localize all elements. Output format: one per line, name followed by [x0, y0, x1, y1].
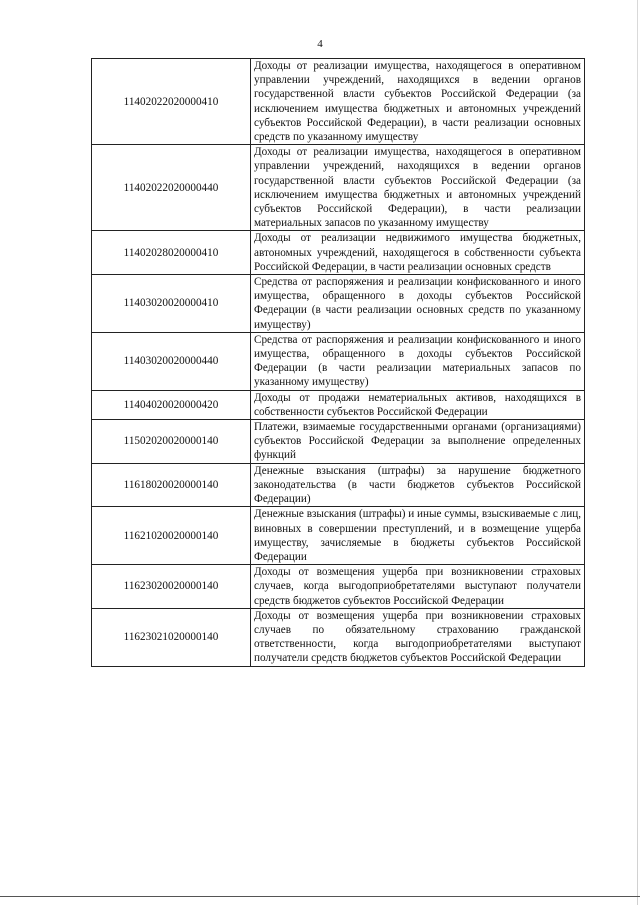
table-row: [92, 420, 585, 464]
description-cell: Денежные взыскания (штрафы) и иные суммы, взыскиваемые с лиц, виновных в совершении преступлений, и в возмещение ущерба имуществу, зачисляемые в бюджеты субъектов Российской Федерации: [251, 507, 585, 565]
description-cell: Доходы от реализации имущества, находящегося в оперативном управлении учреждений, находящихся в ведении органов государственной власти субъектов Российской Федерации (за исключением имущества бюджетных и автономных учреждений субъектов Российской Федерации), в части реализации основных средств по указанному имуществу: [251, 59, 585, 145]
budget-codes-table: [91, 58, 585, 667]
description-cell: Доходы от продажи нематериальных активов, находящихся в собственности субъектов Российской Федерации: [251, 390, 585, 419]
table-row: [92, 608, 585, 666]
code-cell: 11402022020000410: [92, 59, 251, 145]
table-row: [92, 275, 585, 333]
scan-bottom-edge: [0, 896, 640, 897]
scan-edge-line: [637, 0, 638, 905]
code-cell: 11402028020000410: [92, 231, 251, 275]
table-row: [92, 463, 585, 507]
description-cell: Средства от распоряжения и реализации конфискованного и иного имущества, обращенного в доходы субъектов Российской Федерации (в части реализации материальных запасов по указанному имуществу): [251, 332, 585, 390]
table-row: [92, 507, 585, 565]
table-row: [92, 332, 585, 390]
code-cell: 11402022020000440: [92, 145, 251, 231]
code-cell: 11403020020000410: [92, 275, 251, 333]
code-cell: 11621020020000140: [92, 507, 251, 565]
code-cell: 11623020020000140: [92, 565, 251, 609]
code-cell: 11502020020000140: [92, 420, 251, 464]
description-cell: Средства от распоряжения и реализации конфискованного и иного имущества, обращенного в доходы субъектов Российской Федерации (в части реализации основных средств по указанному имуществу): [251, 275, 585, 333]
code-cell: 11404020020000420: [92, 390, 251, 419]
description-cell: Доходы от возмещения ущерба при возникновении страховых случаев, когда выгодоприобретателями выступают получатели средств бюджетов субъектов Российской Федерации: [251, 565, 585, 609]
code-cell: 11623021020000140: [92, 608, 251, 666]
description-cell: Доходы от реализации недвижимого имущества бюджетных, автономных учреждений, находящегося в собственности субъекта Российской Федерации, в части реализации основных средств: [251, 231, 585, 275]
code-cell: 11403020020000440: [92, 332, 251, 390]
page-number: 4: [317, 38, 323, 50]
description-cell: Платежи, взимаемые государственными органами (организациями) субъектов Российской Федерации за выполнение определенных функций: [251, 420, 585, 464]
table-row: [92, 390, 585, 419]
table-row: [92, 565, 585, 609]
code-cell: 11618020020000140: [92, 463, 251, 507]
table-row: [92, 231, 585, 275]
table-row: [92, 145, 585, 231]
table-row: [92, 59, 585, 145]
description-cell: Доходы от возмещения ущерба при возникновении страховых случаев по обязательному страхованию гражданской ответственности, когда выгодоприобретателями выступают получатели средств бюджетов субъектов Российской Федерации: [251, 608, 585, 666]
description-cell: Денежные взыскания (штрафы) за нарушение бюджетного законодательства (в части бюджетов субъектов Российской Федерации): [251, 463, 585, 507]
description-cell: Доходы от реализации имущества, находящегося в оперативном управлении учреждений, находящихся в ведении органов государственной власти субъектов Российской Федерации (за исключением имущества бюджетных и автономных учреждений субъектов Российской Федерации), в части реализации материальных запасов по указанному имуществу: [251, 145, 585, 231]
